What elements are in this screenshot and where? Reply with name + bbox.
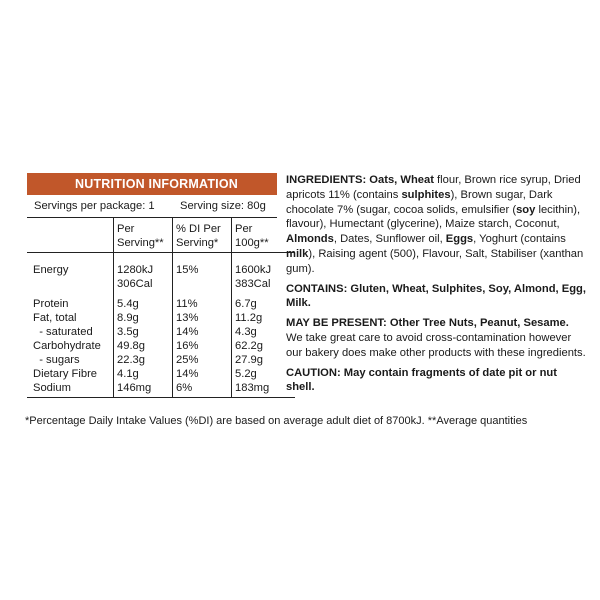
nutrition-row — [27, 253, 295, 278]
column-header-di-line1: % DI Per — [176, 223, 221, 235]
serving-size: Serving size: 80g — [180, 200, 266, 212]
nutrient-name: Carbohydrate — [33, 340, 101, 352]
nutrition-row — [27, 277, 295, 291]
nutrition-row — [27, 311, 295, 325]
di-value: 16% — [173, 339, 232, 353]
per-serving-value: 1280kJ — [114, 253, 173, 278]
serving-info — [27, 195, 277, 218]
caution-statement — [286, 366, 586, 396]
per-100g-value: 6.7g — [232, 291, 296, 311]
di-value: 11% — [173, 291, 232, 311]
per-serving-value: 4.1g — [114, 367, 173, 381]
ingredient-soy: soy — [516, 203, 536, 216]
nutrient-name — [27, 277, 114, 291]
ingredient-oats: Oats, — [369, 174, 398, 186]
di-value: 14% — [173, 367, 232, 381]
nutrition-table — [27, 218, 295, 398]
nutrient-name: Sodium — [27, 381, 114, 398]
nutrient-name: - saturated — [33, 326, 93, 338]
caution-text: CAUTION: May contain fragments of date pit or nut shell. — [286, 366, 557, 394]
di-value: 14% — [173, 325, 232, 339]
per-100g-value: 62.2g — [232, 339, 296, 353]
ingredients-text-2: ), Brown sugar, Dark chocolate 7% (sugar, cocoa solids, emulsifier ( — [286, 188, 553, 216]
nutrition-row — [27, 381, 295, 398]
di-value: 25% — [173, 353, 232, 367]
ingredient-milk: milk — [286, 247, 309, 260]
per-serving-value: 8.9g — [114, 311, 173, 325]
nutrient-name: Dietary Fibre — [33, 368, 98, 380]
column-header-di-line2: Serving* — [176, 237, 219, 249]
ingredient-almonds: Almonds — [286, 233, 334, 246]
nutrient-name: Protein — [33, 298, 69, 310]
nutrition-row — [27, 339, 295, 353]
per-serving-value: 146mg — [114, 381, 173, 398]
per-100g-value: 11.2g — [232, 311, 296, 325]
per-100g-value: 1600kJ — [232, 253, 296, 278]
di-value: 6% — [173, 381, 232, 398]
di-value — [173, 277, 232, 291]
may-be-present-text: MAY BE PRESENT: Other Tree Nuts, Peanut, Sesame. — [286, 317, 569, 330]
ingredients-text-6: ), Raising agent (500), Flavour, Salt, Stabiliser (xanthan gum). — [286, 247, 584, 275]
ingredients-section — [286, 173, 586, 400]
ingredient-wheat: Wheat — [400, 174, 434, 186]
di-value: 13% — [173, 311, 232, 325]
footnote: *Percentage Daily Intake Values (%DI) are based on average adult diet of 8700kJ. **Average quantities — [25, 415, 528, 427]
nutrition-column-headers — [27, 218, 295, 253]
ingredients-text-4: , Dates, Sunflower oil, — [333, 233, 446, 246]
per-100g-value: 4.3g — [232, 325, 296, 339]
column-header-di — [173, 218, 232, 253]
ingredient-eggs: Eggs — [445, 233, 474, 246]
ingredients-paragraph — [286, 173, 586, 277]
nutrition-panel — [27, 173, 277, 398]
nutrition-rows — [27, 253, 295, 398]
per-serving-value: 5.4g — [114, 291, 173, 311]
nutrition-header: NUTRITION INFORMATION — [27, 173, 277, 195]
ingredients-text-1: flour, Brown rice syrup, Dried apricots 11% (contains — [286, 174, 581, 201]
column-header-per-100g-line2: 100g** — [235, 237, 269, 249]
column-header-per-serving-line1: Per — [117, 223, 135, 235]
ingredients-text-5: , Yoghurt (contains — [473, 233, 566, 246]
column-header-per-serving-line2: Serving** — [117, 237, 164, 249]
nutrient-name: Energy — [33, 264, 69, 276]
per-serving-value: 49.8g — [114, 339, 173, 353]
nutrition-row — [27, 367, 295, 381]
di-value: 15% — [173, 253, 232, 278]
ingredients-label: INGREDIENTS: — [286, 174, 367, 186]
nutrition-row — [27, 325, 295, 339]
nutrient-name: Fat, total — [33, 312, 77, 324]
column-header-per-serving — [114, 218, 173, 253]
contains-statement — [286, 282, 586, 312]
per-serving-value: 3.5g — [114, 325, 173, 339]
ingredients-text-3: lecithin), flavour), Humectant (glycerine), Maize starch, Coconut, — [286, 203, 581, 231]
per-serving-value: 22.3g — [114, 353, 173, 367]
per-100g-value: 383Cal — [232, 277, 296, 291]
nutrition-row — [27, 291, 295, 311]
per-100g-value: 27.9g — [232, 353, 296, 367]
ingredient-sulphites: sulphites — [401, 188, 451, 201]
column-header-nutrient — [27, 218, 114, 253]
per-100g-value: 5.2g — [232, 367, 296, 381]
nutrition-row — [27, 353, 295, 367]
contains-text: CONTAINS: Gluten, Wheat, Sulphites, Soy, Almond, Egg, Milk. — [286, 282, 586, 310]
cross-contamination-note: We take great care to avoid cross-contamination however our bakery does make other products with these ingredients. — [286, 331, 586, 359]
servings-per-package: Servings per package: 1 — [34, 200, 155, 212]
nutrient-name: - sugars — [33, 354, 80, 366]
column-header-per-100g-line1: Per — [235, 223, 253, 235]
per-serving-value: 306Cal — [114, 277, 173, 291]
may-be-present-statement — [286, 316, 586, 331]
per-100g-value: 183mg — [232, 381, 296, 398]
